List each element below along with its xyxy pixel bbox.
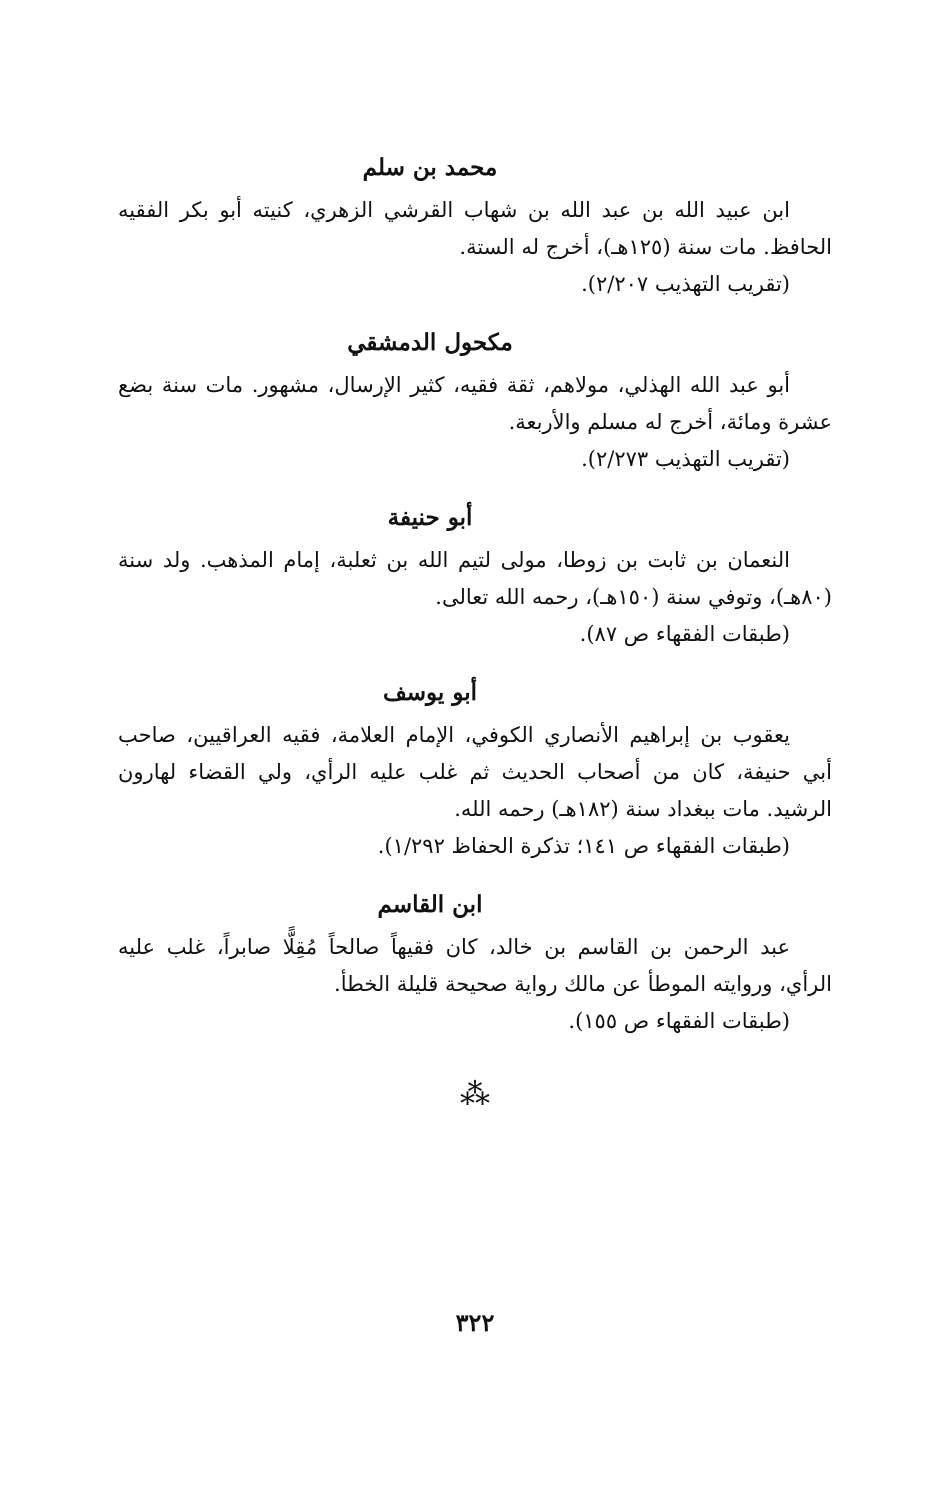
entry-body: يعقوب بن إبراهيم الأنصاري الكوفي، الإمام العلامة، فقيه العراقيين، صاحب أبي حنيفة، كان من أصحاب الحديث ثم غلب عليه الرأي، ولي القضاء لهارون الرشيد. مات ببغداد سنة (١٨٢هـ) رحمه الله. <box>118 723 832 821</box>
entry-title: محمد بن سلم <box>362 154 498 181</box>
entry-muhammad-bin-muslim <box>118 150 832 303</box>
entry-title: أبو يوسف <box>382 679 478 706</box>
entry-title: مكحول الدمشقي <box>347 329 513 356</box>
entry-body: عبد الرحمن بن القاسم بن خالد، كان فقيهاً صالحاً مُقِلًّا صابراً، غلب عليه الرأي، وروايته الموطأ عن مالك رواية صحيحة قليلة الخطأ. <box>118 935 832 996</box>
entry-makhul-al-dimashqi <box>118 325 832 478</box>
entry-body: النعمان بن ثابت بن زوطا، مولى لتيم الله بن ثعلبة، إمام المذهب. ولد سنة (٨٠هـ)، وتوفي سنة (١٥٠هـ)، رحمه الله تعالى. <box>118 548 832 609</box>
entry-source: (طبقات الفقهاء ص ٨٧). <box>579 622 790 646</box>
entry-title: أبو حنيفة <box>387 504 473 531</box>
page-number: ٣٢٢ <box>455 1308 495 1337</box>
entry-title: ابن القاسم <box>377 891 483 918</box>
entry-body: أبو عبد الله الهذلي، مولاهم، ثقة فقيه، كثير الإرسال، مشهور. مات سنة بضع عشرة ومائة، أخرج له مسلم والأربعة. <box>118 373 832 434</box>
entry-source: (طبقات الفقهاء ص ١٤١؛ تذكرة الحفاظ ١/٢٩٢). <box>377 834 790 858</box>
entry-abu-hanifa <box>118 500 832 653</box>
entry-ibn-al-qasim <box>118 887 832 1040</box>
entry-source: (تقريب التهذيب ٢/٢٧٣). <box>581 447 790 471</box>
entry-body: ابن عبيد الله بن عبد الله بن شهاب القرشي الزهري، كنيته أبو بكر الفقيه الحافظ. مات سنة (١٢٥هـ)، أخرج له الستة. <box>118 198 832 259</box>
entry-source: (طبقات الفقهاء ص ١٥٥). <box>568 1009 790 1033</box>
asterism-separator: ⁂ <box>460 1077 490 1112</box>
entry-source: (تقريب التهذيب ٢/٢٠٧). <box>581 272 790 296</box>
entry-abu-yusuf <box>118 675 832 865</box>
biography-entries <box>118 150 832 1062</box>
